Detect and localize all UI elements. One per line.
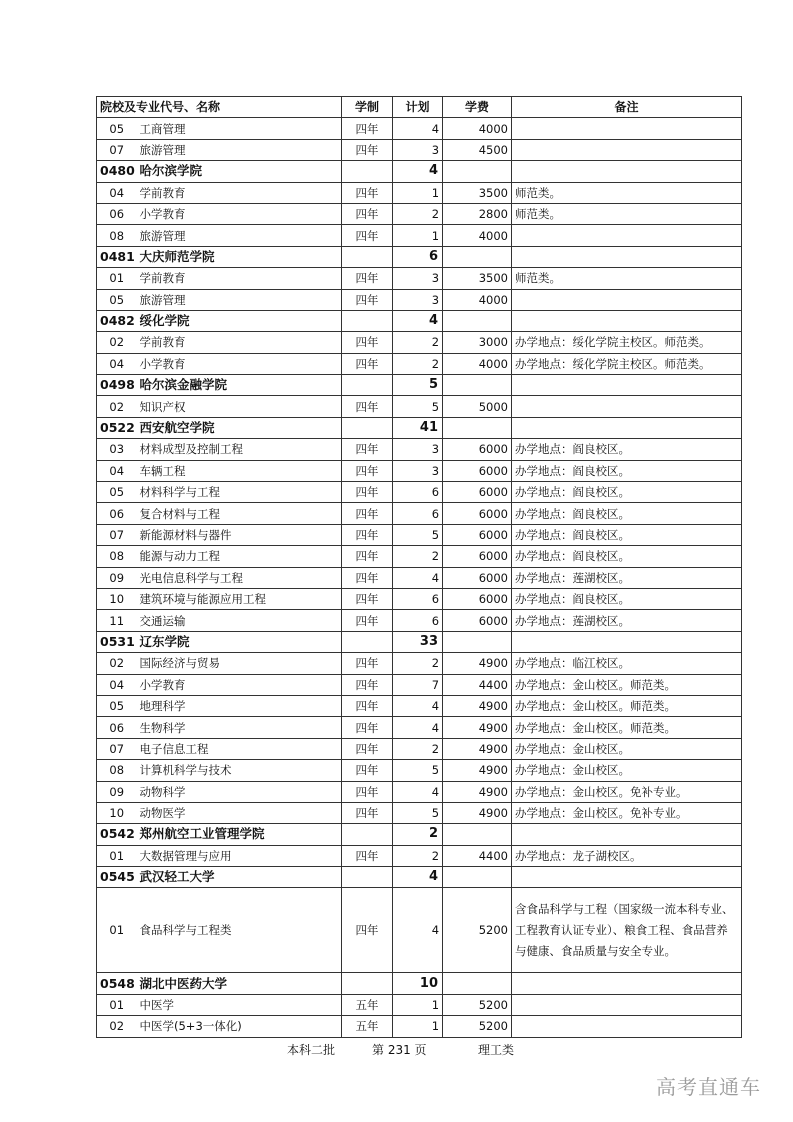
major-fee: 6000: [443, 546, 512, 567]
major-system: 四年: [342, 503, 393, 524]
school-fee-empty: [443, 867, 512, 888]
major-remark: 办学地点：临江校区。: [512, 653, 742, 674]
major-plan: 4: [393, 118, 443, 139]
major-code: 03: [97, 439, 137, 460]
major-row: [97, 567, 742, 588]
major-code: 07: [97, 738, 137, 759]
school-plan-total: 4: [393, 867, 443, 888]
school-plan-total: 4: [393, 161, 443, 182]
school-name: 辽东学院: [137, 631, 342, 652]
major-system: 四年: [342, 439, 393, 460]
major-remark: 办学地点：莲湖校区。: [512, 567, 742, 588]
major-system: 五年: [342, 1016, 393, 1037]
major-fee: 4900: [443, 738, 512, 759]
major-row: [97, 203, 742, 224]
school-system-empty: [342, 631, 393, 652]
major-system: 四年: [342, 118, 393, 139]
school-row: [97, 375, 742, 396]
major-plan: 6: [393, 503, 443, 524]
major-code: 02: [97, 1016, 137, 1037]
major-code: 05: [97, 289, 137, 310]
major-row: [97, 503, 742, 524]
major-plan: 5: [393, 802, 443, 823]
major-code: 04: [97, 460, 137, 481]
school-fee-empty: [443, 310, 512, 331]
school-code: 0548: [97, 973, 137, 994]
major-name: 旅游管理: [137, 139, 342, 160]
major-fee: 4900: [443, 717, 512, 738]
major-name: 地理科学: [137, 695, 342, 716]
major-name: 复合材料与工程: [137, 503, 342, 524]
school-plan-total: 10: [393, 973, 443, 994]
major-fee: 5000: [443, 396, 512, 417]
major-row: [97, 225, 742, 246]
major-code: 01: [97, 994, 137, 1015]
major-code: 06: [97, 503, 137, 524]
major-row: [97, 396, 742, 417]
major-remark: [512, 396, 742, 417]
school-name: 大庆师范学院: [137, 246, 342, 267]
major-system: 四年: [342, 674, 393, 695]
school-system-empty: [342, 824, 393, 845]
major-code: 05: [97, 695, 137, 716]
school-row: [97, 973, 742, 994]
school-remark-empty: [512, 417, 742, 438]
major-remark: 办学地点：金山校区。: [512, 738, 742, 759]
footer-category: 理工类: [478, 1043, 515, 1057]
major-remark: 办学地点：绥化学院主校区。师范类。: [512, 332, 742, 353]
major-plan: 2: [393, 353, 443, 374]
header-fee: 学费: [443, 97, 512, 118]
major-remark: [512, 118, 742, 139]
major-code: 04: [97, 182, 137, 203]
major-row: [97, 674, 742, 695]
major-fee: 6000: [443, 567, 512, 588]
major-system: 四年: [342, 268, 393, 289]
major-fee: 4900: [443, 781, 512, 802]
major-system: 四年: [342, 588, 393, 609]
major-code: 07: [97, 139, 137, 160]
footer-batch: 本科二批: [287, 1043, 336, 1057]
major-remark: [512, 994, 742, 1015]
major-remark: 办学地点：金山校区。师范类。: [512, 717, 742, 738]
enrollment-plan-table: [96, 96, 742, 1038]
major-row: [97, 738, 742, 759]
school-plan-total: 4: [393, 310, 443, 331]
major-row: [97, 717, 742, 738]
header-system: 学制: [342, 97, 393, 118]
major-fee: 4000: [443, 118, 512, 139]
major-row: [97, 289, 742, 310]
school-plan-total: 5: [393, 375, 443, 396]
major-name: 学前教育: [137, 268, 342, 289]
major-code: 11: [97, 610, 137, 631]
major-system: 四年: [342, 546, 393, 567]
major-remark: 办学地点：金山校区。师范类。: [512, 695, 742, 716]
school-name: 哈尔滨学院: [137, 161, 342, 182]
major-plan: 3: [393, 460, 443, 481]
major-row: [97, 802, 742, 823]
major-plan: 4: [393, 888, 443, 973]
major-system: 五年: [342, 994, 393, 1015]
school-row: [97, 867, 742, 888]
major-row: [97, 845, 742, 866]
major-name: 车辆工程: [137, 460, 342, 481]
school-row: [97, 631, 742, 652]
major-code: 01: [97, 845, 137, 866]
major-code: 06: [97, 717, 137, 738]
major-fee: 6000: [443, 482, 512, 503]
major-name: 大数据管理与应用: [137, 845, 342, 866]
major-remark: 办学地点：莲湖校区。: [512, 610, 742, 631]
major-name: 学前教育: [137, 332, 342, 353]
major-name: 动物科学: [137, 781, 342, 802]
major-name: 国际经济与贸易: [137, 653, 342, 674]
major-fee: 6000: [443, 610, 512, 631]
major-row: [97, 653, 742, 674]
major-row: [97, 482, 742, 503]
school-remark-empty: [512, 824, 742, 845]
major-remark: 办学地点：阎良校区。: [512, 546, 742, 567]
major-name: 材料成型及控制工程: [137, 439, 342, 460]
major-remark: [512, 139, 742, 160]
major-code: 02: [97, 396, 137, 417]
major-row: [97, 139, 742, 160]
major-row: [97, 182, 742, 203]
header-plan: 计划: [393, 97, 443, 118]
school-remark-empty: [512, 246, 742, 267]
school-fee-empty: [443, 973, 512, 994]
major-row: [97, 353, 742, 374]
major-plan: 4: [393, 567, 443, 588]
school-system-empty: [342, 417, 393, 438]
major-system: 四年: [342, 225, 393, 246]
major-row: [97, 781, 742, 802]
major-system: 四年: [342, 695, 393, 716]
major-fee: 4400: [443, 845, 512, 866]
major-system: 四年: [342, 289, 393, 310]
major-remark: 办学地点：金山校区。免补专业。: [512, 802, 742, 823]
footer-page-number: 第 231 页: [372, 1043, 427, 1057]
major-plan: 1: [393, 994, 443, 1015]
major-row: [97, 118, 742, 139]
school-code: 0481: [97, 246, 137, 267]
major-code: 04: [97, 674, 137, 695]
major-plan: 7: [393, 674, 443, 695]
header-name: 院校及专业代号、名称: [97, 97, 342, 118]
major-fee: 4900: [443, 760, 512, 781]
school-code: 0482: [97, 310, 137, 331]
school-fee-empty: [443, 417, 512, 438]
major-code: 08: [97, 760, 137, 781]
school-row: [97, 246, 742, 267]
major-remark: 师范类。: [512, 182, 742, 203]
major-plan: 2: [393, 546, 443, 567]
major-system: 四年: [342, 781, 393, 802]
major-system: 四年: [342, 203, 393, 224]
major-code: 01: [97, 888, 137, 973]
major-system: 四年: [342, 888, 393, 973]
major-plan: 1: [393, 1016, 443, 1037]
school-name: 绥化学院: [137, 310, 342, 331]
major-system: 四年: [342, 524, 393, 545]
major-code: 01: [97, 268, 137, 289]
major-system: 四年: [342, 460, 393, 481]
school-fee-empty: [443, 631, 512, 652]
major-name: 工商管理: [137, 118, 342, 139]
major-row: [97, 588, 742, 609]
major-remark: 师范类。: [512, 268, 742, 289]
major-fee: 6000: [443, 460, 512, 481]
major-name: 计算机科学与技术: [137, 760, 342, 781]
major-system: 四年: [342, 717, 393, 738]
major-plan: 6: [393, 610, 443, 631]
major-fee: 4900: [443, 695, 512, 716]
major-fee: 3500: [443, 268, 512, 289]
major-system: 四年: [342, 139, 393, 160]
major-system: 四年: [342, 760, 393, 781]
major-plan: 4: [393, 717, 443, 738]
major-row: [97, 1016, 742, 1037]
major-row: [97, 610, 742, 631]
major-remark: 含食品科学与工程（国家级一流本科专业、工程教育认证专业）、粮食工程、食品营养与健康、食品质量与安全专业。: [512, 888, 742, 973]
major-fee: 4900: [443, 802, 512, 823]
school-code: 0542: [97, 824, 137, 845]
school-name: 哈尔滨金融学院: [137, 375, 342, 396]
major-name: 生物科学: [137, 717, 342, 738]
major-plan: 2: [393, 845, 443, 866]
school-code: 0498: [97, 375, 137, 396]
school-system-empty: [342, 246, 393, 267]
header-remark: 备注: [512, 97, 742, 118]
major-name: 旅游管理: [137, 225, 342, 246]
major-row: [97, 888, 742, 973]
major-name: 旅游管理: [137, 289, 342, 310]
major-name: 电子信息工程: [137, 738, 342, 759]
major-fee: 6000: [443, 503, 512, 524]
major-plan: 3: [393, 439, 443, 460]
major-name: 知识产权: [137, 396, 342, 417]
school-remark-empty: [512, 161, 742, 182]
school-remark-empty: [512, 973, 742, 994]
school-system-empty: [342, 973, 393, 994]
major-plan: 3: [393, 139, 443, 160]
school-plan-total: 33: [393, 631, 443, 652]
major-row: [97, 332, 742, 353]
major-row: [97, 695, 742, 716]
major-fee: 3500: [443, 182, 512, 203]
table-body: [97, 118, 742, 1037]
school-name: 郑州航空工业管理学院: [137, 824, 342, 845]
major-plan: 6: [393, 588, 443, 609]
watermark: 高考直通车: [656, 1075, 761, 1099]
school-system-empty: [342, 161, 393, 182]
major-fee: 4500: [443, 139, 512, 160]
major-plan: 1: [393, 182, 443, 203]
major-code: 08: [97, 546, 137, 567]
major-name: 小学教育: [137, 353, 342, 374]
school-fee-empty: [443, 161, 512, 182]
major-name: 食品科学与工程类: [137, 888, 342, 973]
major-system: 四年: [342, 653, 393, 674]
school-plan-total: 6: [393, 246, 443, 267]
major-remark: 办学地点：阎良校区。: [512, 460, 742, 481]
school-fee-empty: [443, 824, 512, 845]
major-system: 四年: [342, 567, 393, 588]
major-plan: 2: [393, 738, 443, 759]
major-name: 动物医学: [137, 802, 342, 823]
major-plan: 5: [393, 760, 443, 781]
major-remark: 办学地点：龙子湖校区。: [512, 845, 742, 866]
major-fee: 4000: [443, 289, 512, 310]
major-remark: 办学地点：阎良校区。: [512, 524, 742, 545]
major-remark: [512, 1016, 742, 1037]
major-code: 04: [97, 353, 137, 374]
major-code: 05: [97, 118, 137, 139]
major-system: 四年: [342, 332, 393, 353]
major-plan: 5: [393, 524, 443, 545]
school-row: [97, 161, 742, 182]
major-fee: 4000: [443, 353, 512, 374]
major-system: 四年: [342, 353, 393, 374]
major-row: [97, 268, 742, 289]
major-fee: 6000: [443, 524, 512, 545]
major-name: 建筑环境与能源应用工程: [137, 588, 342, 609]
major-code: 10: [97, 802, 137, 823]
major-fee: 5200: [443, 1016, 512, 1037]
school-code: 0531: [97, 631, 137, 652]
major-fee: 6000: [443, 439, 512, 460]
major-name: 学前教育: [137, 182, 342, 203]
major-fee: 5200: [443, 888, 512, 973]
major-plan: 4: [393, 695, 443, 716]
school-system-empty: [342, 310, 393, 331]
major-plan: 5: [393, 396, 443, 417]
school-fee-empty: [443, 246, 512, 267]
major-code: 02: [97, 653, 137, 674]
major-plan: 4: [393, 781, 443, 802]
major-name: 材料科学与工程: [137, 482, 342, 503]
school-row: [97, 824, 742, 845]
major-remark: 办学地点：绥化学院主校区。师范类。: [512, 353, 742, 374]
major-row: [97, 524, 742, 545]
major-remark: [512, 289, 742, 310]
major-plan: 2: [393, 653, 443, 674]
major-fee: 4900: [443, 653, 512, 674]
major-remark: 办学地点：金山校区。: [512, 760, 742, 781]
major-name: 小学教育: [137, 674, 342, 695]
school-fee-empty: [443, 375, 512, 396]
major-remark: [512, 225, 742, 246]
major-remark: 办学地点：阎良校区。: [512, 588, 742, 609]
school-remark-empty: [512, 867, 742, 888]
major-fee: 5200: [443, 994, 512, 1015]
major-system: 四年: [342, 610, 393, 631]
school-name: 西安航空学院: [137, 417, 342, 438]
major-name: 中医学: [137, 994, 342, 1015]
school-code: 0480: [97, 161, 137, 182]
major-name: 光电信息科学与工程: [137, 567, 342, 588]
major-fee: 6000: [443, 588, 512, 609]
school-plan-total: 2: [393, 824, 443, 845]
major-code: 08: [97, 225, 137, 246]
major-remark: 办学地点：金山校区。师范类。: [512, 674, 742, 695]
school-row: [97, 310, 742, 331]
major-remark: 办学地点：阎良校区。: [512, 439, 742, 460]
table-header-row: [97, 97, 742, 118]
major-system: 四年: [342, 482, 393, 503]
major-plan: 2: [393, 203, 443, 224]
major-system: 四年: [342, 396, 393, 417]
school-remark-empty: [512, 631, 742, 652]
major-remark: 办学地点：阎良校区。: [512, 503, 742, 524]
major-system: 四年: [342, 802, 393, 823]
major-remark: 办学地点：阎良校区。: [512, 482, 742, 503]
major-code: 02: [97, 332, 137, 353]
school-remark-empty: [512, 310, 742, 331]
school-plan-total: 41: [393, 417, 443, 438]
major-system: 四年: [342, 845, 393, 866]
major-name: 交通运输: [137, 610, 342, 631]
major-row: [97, 460, 742, 481]
major-row: [97, 994, 742, 1015]
major-code: 10: [97, 588, 137, 609]
major-plan: 3: [393, 268, 443, 289]
major-name: 能源与动力工程: [137, 546, 342, 567]
major-remark: 师范类。: [512, 203, 742, 224]
major-fee: 4400: [443, 674, 512, 695]
major-code: 09: [97, 567, 137, 588]
school-system-empty: [342, 867, 393, 888]
school-code: 0522: [97, 417, 137, 438]
school-remark-empty: [512, 375, 742, 396]
school-name: 湖北中医药大学: [137, 973, 342, 994]
major-row: [97, 439, 742, 460]
major-code: 05: [97, 482, 137, 503]
major-plan: 3: [393, 289, 443, 310]
major-fee: 4000: [443, 225, 512, 246]
major-plan: 6: [393, 482, 443, 503]
school-code: 0545: [97, 867, 137, 888]
major-system: 四年: [342, 738, 393, 759]
major-plan: 1: [393, 225, 443, 246]
school-name: 武汉轻工大学: [137, 867, 342, 888]
major-plan: 2: [393, 332, 443, 353]
major-fee: 2800: [443, 203, 512, 224]
major-system: 四年: [342, 182, 393, 203]
major-code: 06: [97, 203, 137, 224]
major-name: 小学教育: [137, 203, 342, 224]
major-remark: 办学地点：金山校区。免补专业。: [512, 781, 742, 802]
major-row: [97, 760, 742, 781]
major-name: 新能源材料与器件: [137, 524, 342, 545]
school-system-empty: [342, 375, 393, 396]
major-fee: 3000: [443, 332, 512, 353]
school-row: [97, 417, 742, 438]
major-code: 09: [97, 781, 137, 802]
major-code: 07: [97, 524, 137, 545]
major-row: [97, 546, 742, 567]
major-name: 中医学(5+3一体化): [137, 1016, 342, 1037]
